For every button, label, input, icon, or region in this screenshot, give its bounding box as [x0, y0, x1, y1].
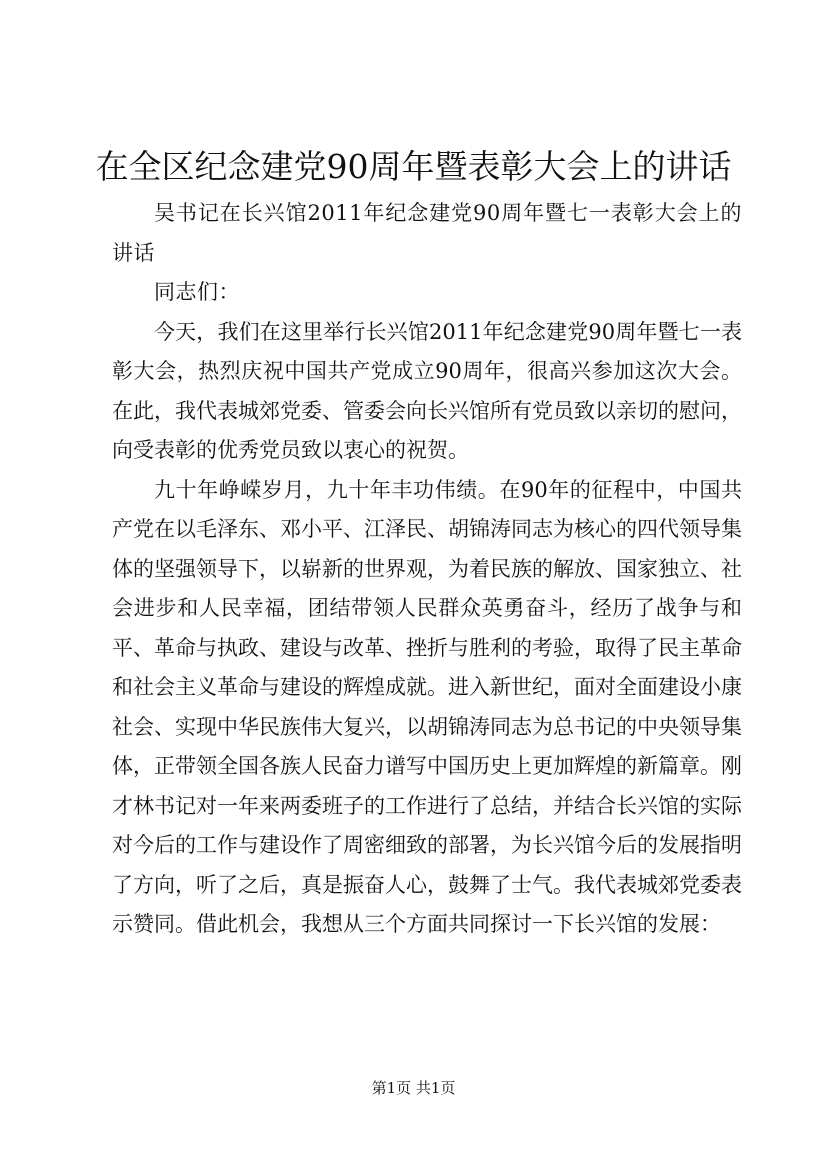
paragraph-1: 今天，我们在这里举行长兴馆2011年纪念建党90周年暨七一表彰大会，热烈庆祝中国共产党成立90周年，很高兴参加这次大会。在此，我代表城郊党委、管委会向长兴馆所有党员致以亲切的慰问，向受表彰的优秀党员致以衷心的祝贺。 [112, 319, 742, 462]
document-title: 在全区纪念建党90周年暨表彰大会上的讲话 [95, 147, 732, 186]
speech-subtitle: 吴书记在长兴馆2011年纪念建党90周年暨七一表彰大会上的讲话 [112, 201, 742, 265]
paragraph-2: 九十年峥嵘岁月，九十年丰功伟绩。在90年的征程中，中国共产党在以毛泽东、邓小平、江泽民、胡锦涛同志为核心的四代领导集体的坚强领导下，以崭新的世界观，为着民族的解放、国家独立、社会进步和人民幸福，团结带领人民群众英勇奋斗，经历了战争与和平、革命与执政、建设与改革、挫折与胜利的考验，取得了民主革命和社会主义革命与建设的辉煌成就。进入新世纪，面对全面建设小康社会、实现中华民族伟大复兴，以胡锦涛同志为总书记的中央领导集体，正带领全国各族人民奋力谱写中国历史上更加辉煌的新篇章。刚才林书记对一年来两委班子的工作进行了总结，并结合长兴馆的实际对今后的工作与建设作了周密细致的部署，为长兴馆今后的发展指明了方向，听了之后，真是振奋人心，鼓舞了士气。我代表城郊党委表示赞同。借此机会，我想从三个方面共同探讨一下长兴馆的发展： [112, 477, 742, 936]
document-body [112, 194, 742, 945]
page-footer: 第1页 共1页 [371, 1079, 456, 1097]
greeting: 同志们： [154, 280, 240, 304]
